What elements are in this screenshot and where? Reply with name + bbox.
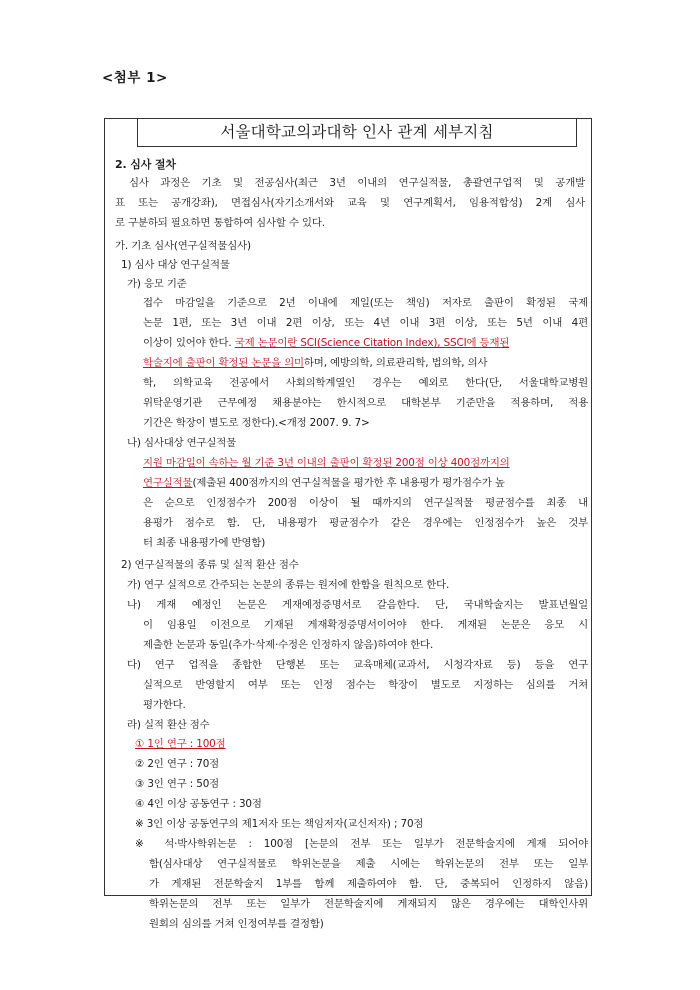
item1-ga-line-4 bbox=[143, 357, 487, 370]
intro-line-2: 표 또는 공개강좌), 면접심사(자기소개서와 교육 및 연구계획서, 임용적합성) 2계 심사 bbox=[115, 197, 585, 209]
item2-da-line-1: 다) 연구 업적을 종합한 단행본 또는 교육매체(교과서, 시청각자료 등) 등을 연구 bbox=[127, 659, 588, 671]
item1-ga-line-5: 학, 의학교육 전공에서 사회의학계열인 경우는 예외로 한다(단, 서울대학교병원 bbox=[143, 377, 589, 389]
item2-na-line-3: 제출한 논문과 동일(추가·삭제·수정은 인정하지 않음)하여야 한다. bbox=[143, 639, 434, 651]
item1-na-line-1 bbox=[143, 457, 510, 470]
item2-na-line-2: 이 임용일 이전으로 기재된 게재확정증명서이어야 한다. 게재된 논문은 응모 시 bbox=[143, 619, 588, 631]
score-two-authors: ② 2인 연구 : 70점 bbox=[135, 758, 220, 770]
note-thesis-line-3: 가 게재된 전문학술지 1부를 함께 제출하여야 함. 단, 중복되어 인정하지 않음) bbox=[149, 878, 588, 890]
item1-ga-line-4-plain: 하며, 예방의학, 의료관리학, 법의학, 의사 bbox=[303, 357, 488, 369]
submission-criteria: 지원 마감일이 속하는 월 기준 3년 이내의 출판이 확정된 200점 이상 400점까지의 bbox=[143, 457, 510, 469]
note-thesis-line-5: 원회의 심의를 거쳐 인정여부를 결정함) bbox=[149, 918, 324, 930]
item1-ga-line-1: 접수 마감일을 기준으로 2년 이내에 제일(또는 책임) 저자로 출판이 확정된 국제 bbox=[143, 297, 588, 309]
item1-heading: 1) 심사 대상 연구실적물 bbox=[121, 259, 230, 271]
item1-na-line-4: 용평가 점수로 함. 단, 내용평가 평균점수가 같은 경우에는 인정점수가 높은 것부 bbox=[143, 517, 588, 529]
document-title: 서울대학교의과대학 인사 관계 세부지침 bbox=[137, 119, 577, 147]
item1-ga-line-3 bbox=[143, 337, 509, 350]
item1-ga-line-2: 논문 1편, 또는 3년 이내 2편 이상, 또는 4년 이내 3편 이상, 또는 5년 이내 4편 bbox=[143, 317, 588, 329]
item1-ga-heading: 가) 응모 기준 bbox=[127, 278, 187, 290]
note-thesis-line-2: 함(심사대상 연구실적물로 학위논문을 제출 시에는 학위논문의 전부 또는 일부 bbox=[149, 858, 588, 870]
item1-na-heading: 나) 심사대상 연구실적물 bbox=[127, 437, 237, 449]
item2-na-line-1: 나) 게재 예정인 논문은 게재예정증명서로 갈음한다. 단, 국내학술지는 발표년월일 bbox=[127, 599, 588, 611]
section-heading: 2. 심사 절차 bbox=[115, 158, 176, 171]
submission-criteria-cont: 연구실적물 bbox=[143, 477, 193, 489]
score-four-plus-authors: ④ 4인 이상 공동연구 : 30점 bbox=[135, 798, 262, 810]
item1-na-line-2-plain: (제출된 400점까지의 연구실적물을 평가한 후 내용평가 평가점수가 높 bbox=[192, 477, 505, 489]
score-single-author bbox=[135, 738, 226, 751]
attachment-label: <첨부 1> bbox=[102, 70, 168, 86]
score-three-authors: ③ 3인 연구 : 50점 bbox=[135, 778, 220, 790]
intro-line-1: 심사 과정은 기초 및 전공심사(최근 3년 이내의 연구실적물, 총괄연구업적 및 공개발 bbox=[129, 177, 585, 189]
intl-paper-definition: 국제 논문이란 SCI(Science Citation Index), SSCI에 등재된 bbox=[234, 337, 510, 349]
ga-heading: 가. 기초 심사(연구실적물심사) bbox=[115, 240, 251, 252]
note-first-author: ※ 3인 이상 공동연구의 제1저자 또는 책임저자(교신저자) ; 70점 bbox=[135, 818, 424, 830]
note-thesis-line-4: 학위논문의 전부 또는 일부가 전문학술지에 게재되지 않은 경우에는 대학인사위 bbox=[149, 898, 588, 910]
item1-ga-line-6: 위탁운영기관 근무예정 채용분야는 한시적으로 대학본부 기준만을 적용하며, 적용 bbox=[143, 397, 588, 409]
intro-line-3: 로 구분하되 필요하면 통합하여 심사할 수 있다. bbox=[115, 217, 325, 229]
item1-ga-line-3-plain: 이상이 있어야 한다. bbox=[143, 337, 235, 349]
note-thesis-line-1: ※ 석·박사학위논문 : 100점 [논문의 전부 또는 일부가 전문학술지에 게재 되어야 bbox=[135, 838, 588, 850]
item1-na-line-3: 은 순으로 인정점수가 200점 이상이 될 때까지의 연구실적물 평균점수를 최종 내 bbox=[143, 497, 588, 509]
item1-ga-line-7: 기간은 학장이 별도로 정한다).<개정 2007. 9. 7> bbox=[143, 417, 370, 429]
item2-da-line-3: 평가한다. bbox=[143, 699, 186, 711]
document-frame bbox=[104, 118, 592, 930]
item2-ra-heading: 라) 실적 환산 점수 bbox=[127, 719, 210, 731]
intl-paper-definition-cont: 학술지에 출판이 확정된 논문을 의미 bbox=[143, 357, 304, 369]
item2-da-line-2: 실적으로 반영할지 여부 또는 인정 점수는 학장이 별도로 지정하는 심의를 거쳐 bbox=[143, 679, 588, 691]
item2-ga: 가) 연구 실적으로 간주되는 논문의 종류는 원저에 한함을 원칙으로 한다. bbox=[127, 579, 450, 591]
item2-heading: 2) 연구실적물의 종류 및 실적 환산 점수 bbox=[121, 559, 299, 571]
item1-na-line-5: 터 최종 내용평가에 반영함) bbox=[143, 537, 266, 549]
item1-na-line-2 bbox=[143, 477, 505, 490]
score-single-author-text: ① 1인 연구 : 100점 bbox=[135, 738, 226, 750]
